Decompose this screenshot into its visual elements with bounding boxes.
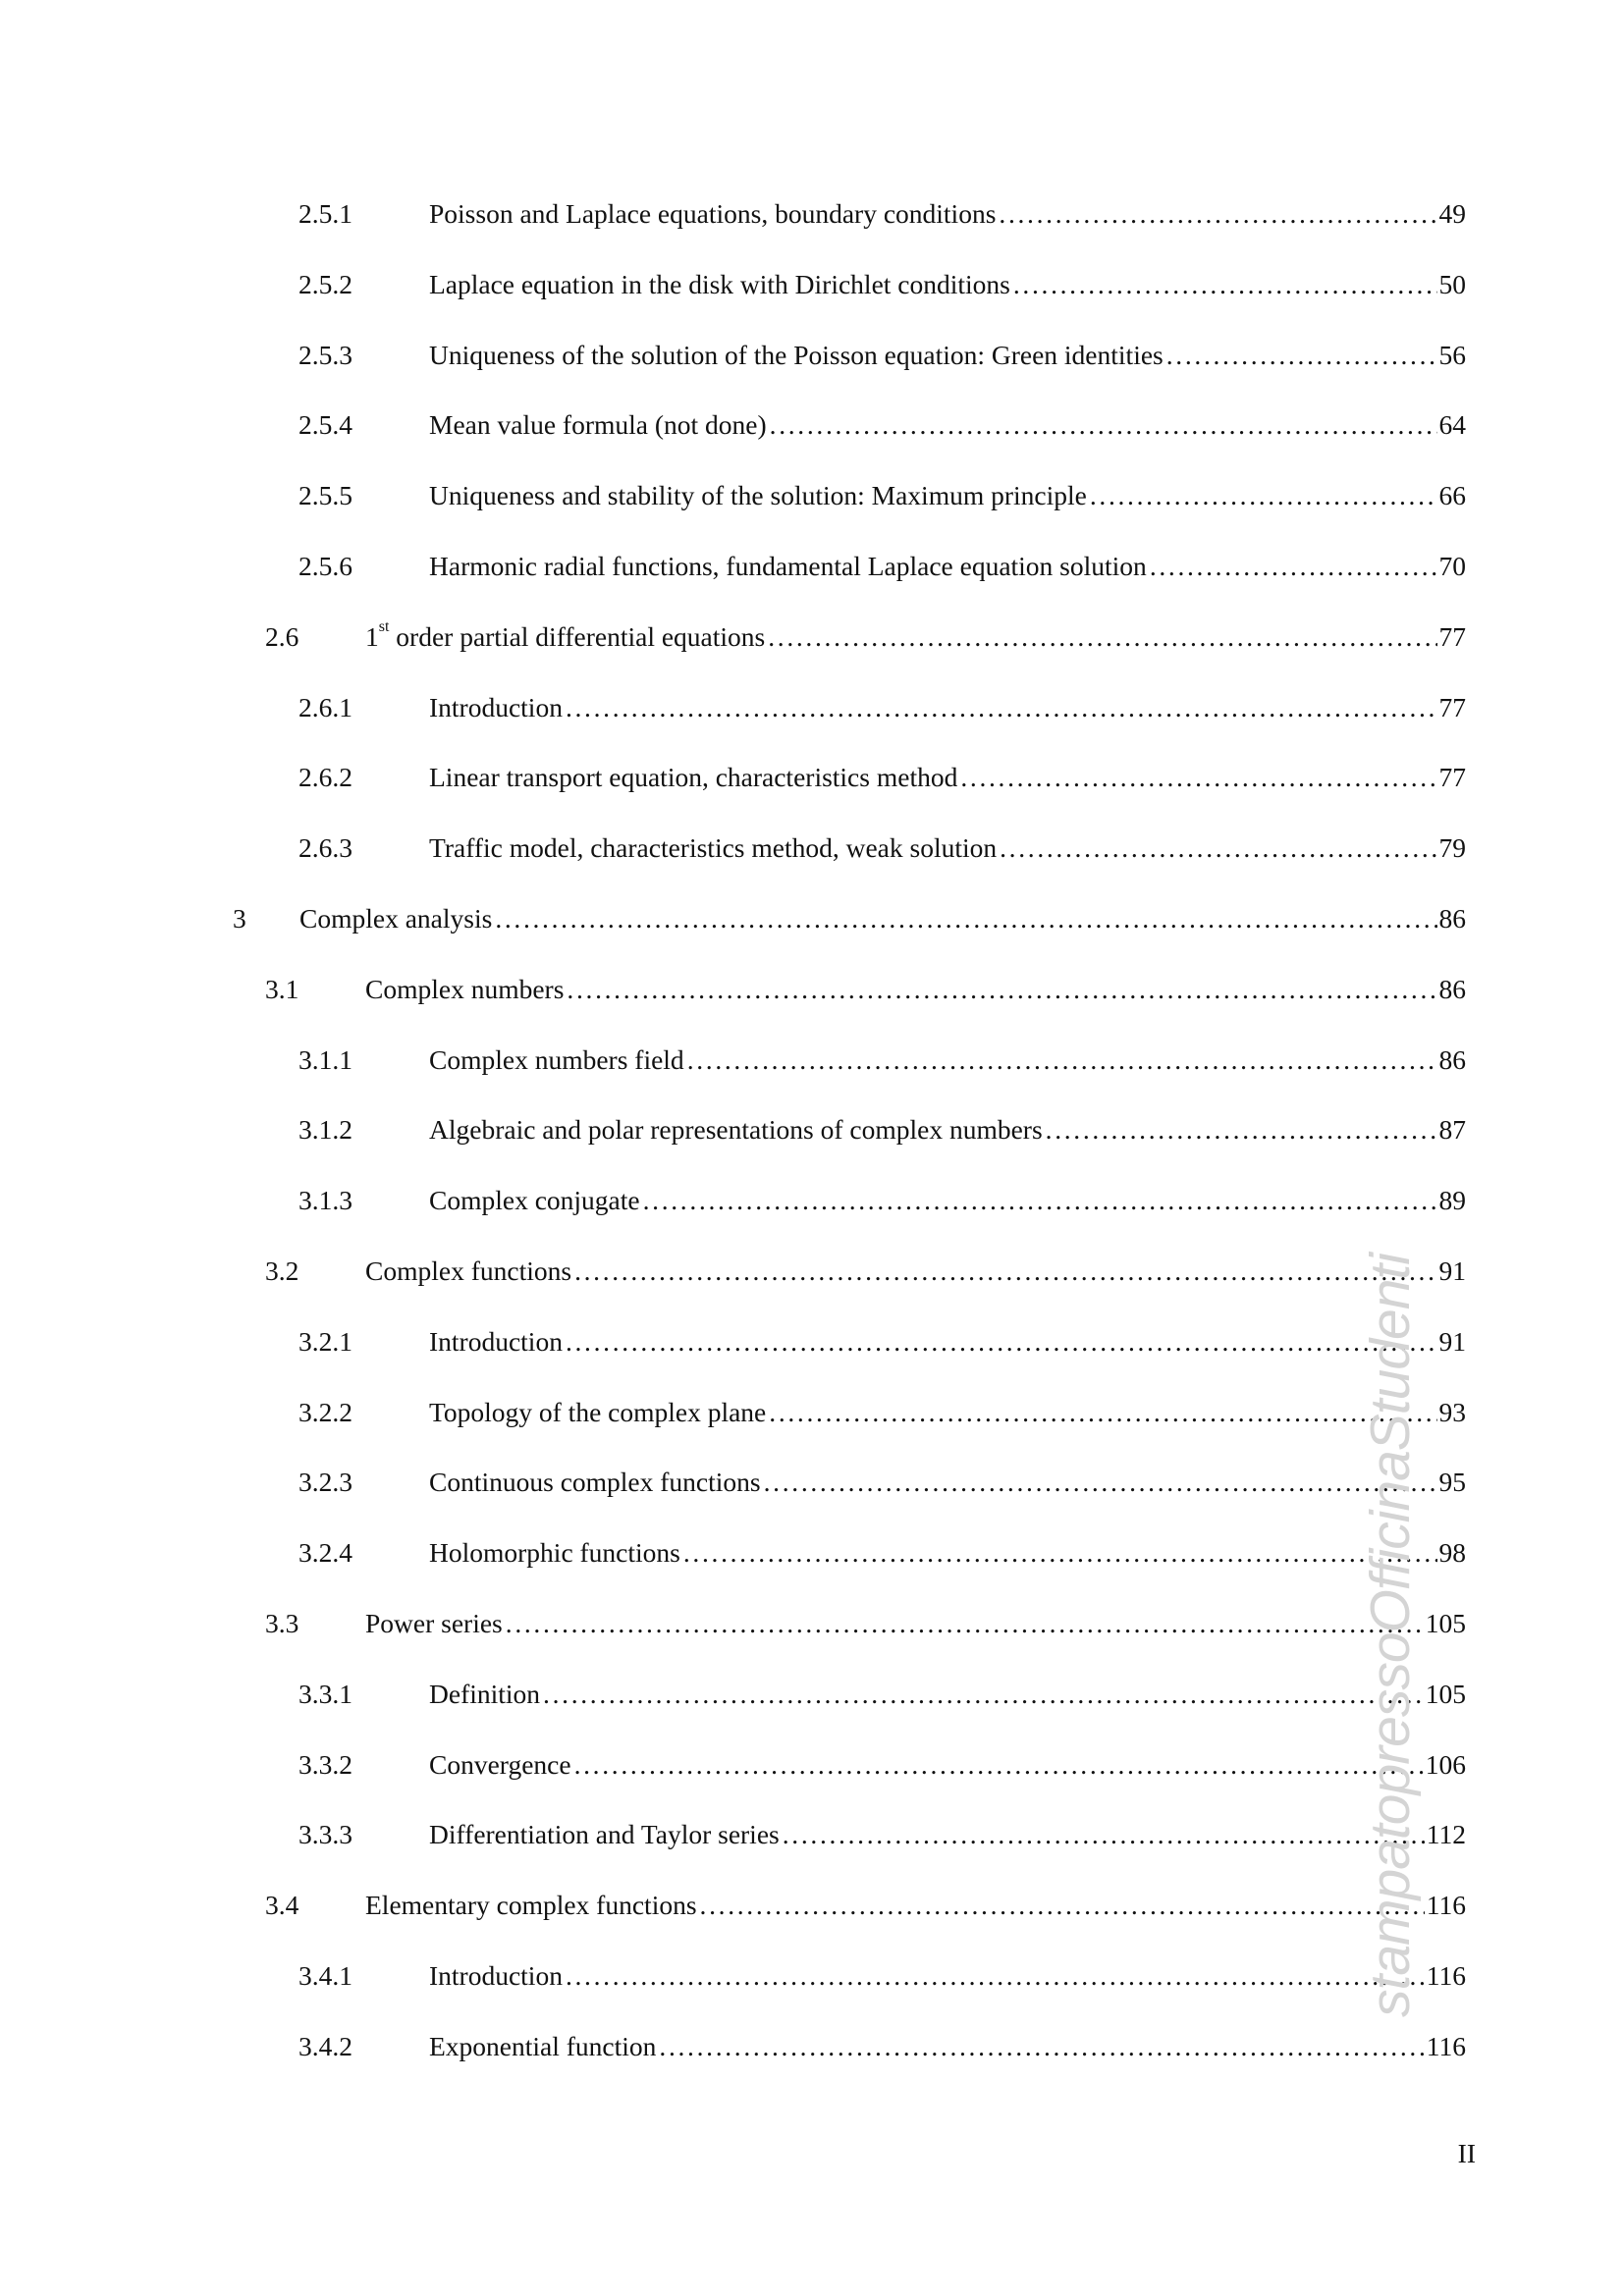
toc-title-text: Exponential function	[429, 2030, 657, 2061]
dot-leader	[567, 970, 1436, 1009]
toc-number: 3.3	[265, 1607, 299, 1638]
toc-page: 106	[1425, 1748, 1466, 1780]
toc-title	[429, 336, 1166, 375]
toc-entry-line	[429, 1041, 1466, 1080]
toc-title-text: Topology of the complex plane	[429, 1396, 767, 1427]
toc-entry-line	[429, 758, 1466, 797]
toc-page: 112	[1426, 1819, 1466, 1850]
toc-number: 3.2.4	[298, 1537, 352, 1569]
toc-entry-line	[365, 970, 1466, 1009]
toc-entry-line	[365, 1886, 1466, 1925]
toc-number: 3.4	[265, 1890, 299, 1921]
toc-entry[interactable]	[0, 405, 1624, 476]
toc-page: 91	[1438, 1255, 1466, 1286]
toc-number: 3.4.1	[298, 1959, 352, 1991]
toc-title	[299, 899, 495, 938]
toc-page: 116	[1426, 1959, 1466, 1991]
toc-title	[429, 688, 566, 727]
toc-entry-line	[429, 1533, 1466, 1573]
dot-leader	[1046, 1110, 1437, 1149]
toc-page: 86	[1438, 973, 1466, 1004]
dot-leader	[506, 1604, 1424, 1643]
toc-title-text: Holomorphic functions	[429, 1537, 680, 1569]
toc-page: 56	[1438, 339, 1466, 370]
toc-title-text: Laplace equation in the disk with Dirichlet conditions	[429, 268, 1010, 299]
toc-title-superscript: st	[378, 617, 390, 635]
toc-page: 87	[1438, 1114, 1466, 1146]
toc-title	[429, 828, 1000, 868]
toc-title	[429, 476, 1090, 515]
dot-leader	[543, 1675, 1424, 1714]
toc-entry[interactable]	[0, 617, 1624, 688]
toc-title-text: Mean value formula (not done)	[429, 409, 767, 441]
dot-leader	[1000, 828, 1436, 868]
toc-title	[429, 1956, 566, 1996]
toc-entry-line	[429, 265, 1466, 304]
toc-title-text: Complex functions	[365, 1255, 572, 1286]
toc-title	[429, 1393, 769, 1432]
dot-leader	[687, 1041, 1437, 1080]
toc-number: 2.5.5	[298, 480, 352, 511]
toc-number: 3.1	[265, 973, 299, 1004]
toc-entry-line	[365, 1252, 1466, 1291]
toc-number: 2.6.1	[298, 691, 352, 722]
toc-number: 3	[233, 902, 246, 934]
toc-title-text: Definition	[429, 1678, 541, 1709]
toc-page: 86	[1438, 1043, 1466, 1075]
toc-title	[429, 1110, 1046, 1149]
toc-page: 98	[1438, 1537, 1466, 1569]
toc-title-text: Elementary complex functions	[365, 1890, 697, 1921]
dot-leader	[770, 405, 1437, 445]
toc-title-text: Linear transport equation, characteristics method	[429, 762, 958, 793]
toc-entry-line	[429, 1815, 1466, 1854]
dot-leader	[999, 194, 1436, 234]
toc-entry[interactable]	[0, 688, 1624, 759]
dot-leader	[1150, 547, 1437, 586]
toc-title-text: Complex analysis	[299, 902, 493, 934]
toc-number: 3.1.3	[298, 1185, 352, 1216]
toc-entry-line	[429, 336, 1466, 375]
dot-leader	[764, 1463, 1437, 1502]
toc-number: 3.1.2	[298, 1114, 352, 1146]
toc-entry[interactable]	[0, 758, 1624, 828]
toc-page: 95	[1438, 1467, 1466, 1498]
toc-title-text: Introduction	[429, 1959, 563, 1991]
toc-page: 49	[1438, 198, 1466, 229]
toc-title	[365, 1604, 506, 1643]
toc-title-text: Complex numbers field	[429, 1043, 684, 1075]
toc-number: 2.5.2	[298, 268, 352, 299]
toc-title	[429, 1675, 543, 1714]
toc-title-text: Uniqueness and stability of the solution: Maximum principle	[429, 480, 1087, 511]
dot-leader	[1013, 265, 1437, 304]
toc-entry-line	[365, 617, 1466, 657]
toc-number: 3.2	[265, 1255, 299, 1286]
toc-page: 116	[1426, 1890, 1466, 1921]
dot-leader	[768, 617, 1436, 657]
toc-title	[429, 1815, 783, 1854]
toc-entry-line	[429, 476, 1466, 515]
dot-leader	[495, 899, 1436, 938]
toc-title	[429, 1322, 566, 1362]
toc-entry-line	[429, 1110, 1466, 1149]
page-number: II	[1457, 2138, 1476, 2168]
toc-entry[interactable]	[0, 1110, 1624, 1181]
toc-entry-line	[429, 1393, 1466, 1432]
dot-leader	[960, 758, 1436, 797]
toc-number: 3.3.2	[298, 1748, 352, 1780]
toc-entry-line	[365, 1604, 1466, 1643]
toc-title	[365, 1886, 700, 1925]
toc-entry[interactable]	[0, 336, 1624, 406]
toc-title-text: Differentiation and Taylor series	[429, 1819, 780, 1850]
dot-leader	[1166, 336, 1437, 375]
toc-title	[429, 547, 1150, 586]
toc-number: 2.6.2	[298, 762, 352, 793]
dot-leader	[574, 1745, 1424, 1785]
dot-leader	[659, 2027, 1424, 2066]
toc-entry[interactable]	[0, 899, 1624, 970]
toc-page: 70	[1438, 550, 1466, 581]
toc-title-text: Complex conjugate	[429, 1185, 640, 1216]
toc-page: 77	[1438, 762, 1466, 793]
toc-title-text: Harmonic radial functions, fundamental Laplace equation solution	[429, 550, 1147, 581]
toc-title	[429, 2027, 659, 2066]
toc-title	[365, 617, 768, 657]
toc-page: 105	[1425, 1607, 1466, 1638]
toc-title-text: Algebraic and polar representations of complex numbers	[429, 1114, 1043, 1146]
toc-title-text: Continuous complex functions	[429, 1467, 761, 1498]
toc-entry-line	[429, 2027, 1466, 2066]
toc-title-prefix: 1	[365, 620, 379, 652]
watermark: stampatopressoOfficinaStudenti	[1359, 1254, 1422, 2017]
toc-entry-line	[429, 1956, 1466, 1996]
toc-page: 93	[1438, 1396, 1466, 1427]
toc-number: 3.3.3	[298, 1819, 352, 1850]
toc-number: 2.6.3	[298, 832, 352, 864]
dot-leader	[1090, 476, 1437, 515]
dot-leader	[574, 1252, 1436, 1291]
toc-entry-line	[429, 405, 1466, 445]
toc-title	[429, 1745, 574, 1785]
toc-entry-line	[429, 1463, 1466, 1502]
toc-page: 79	[1438, 832, 1466, 864]
toc-entry[interactable]	[0, 2027, 1624, 2098]
toc-number: 3.2.3	[298, 1467, 352, 1498]
toc-number: 3.1.1	[298, 1043, 352, 1075]
dot-leader	[683, 1533, 1437, 1573]
toc-title	[365, 970, 567, 1009]
toc-entry[interactable]	[0, 828, 1624, 899]
toc-entry-line	[429, 547, 1466, 586]
toc-title	[429, 758, 960, 797]
toc-number: 2.6	[265, 620, 299, 652]
toc-page: 89	[1438, 1185, 1466, 1216]
toc-entry-line	[429, 688, 1466, 727]
toc-page: 116	[1426, 2030, 1466, 2061]
toc-page: 66	[1438, 480, 1466, 511]
toc-entry[interactable]	[0, 265, 1624, 336]
toc-page: 77	[1438, 620, 1466, 652]
toc-number: 3.2.2	[298, 1396, 352, 1427]
toc-title	[429, 1181, 643, 1220]
toc-title-text: Traffic model, characteristics method, weak solution	[429, 832, 998, 864]
dot-leader	[783, 1815, 1425, 1854]
toc-number: 3.2.1	[298, 1325, 352, 1357]
toc-entry-line	[429, 194, 1466, 234]
toc-page: 91	[1438, 1325, 1466, 1357]
toc-entry[interactable]	[0, 1181, 1624, 1252]
toc-title-text: Introduction	[429, 1325, 563, 1357]
toc-title-text: Introduction	[429, 691, 563, 722]
toc-entry-line	[429, 828, 1466, 868]
toc-title	[429, 1533, 683, 1573]
toc-entry-line	[299, 899, 1466, 938]
dot-leader	[643, 1181, 1437, 1220]
toc-title-text: Uniqueness of the solution of the Poisson equation: Green identities	[429, 339, 1164, 370]
toc-entry-line	[429, 1675, 1466, 1714]
toc-entry[interactable]	[0, 194, 1624, 265]
toc-entry[interactable]	[0, 547, 1624, 617]
dot-leader	[769, 1393, 1436, 1432]
toc-title	[429, 265, 1013, 304]
toc-number: 2.5.3	[298, 339, 352, 370]
toc-number: 2.5.1	[298, 198, 352, 229]
toc-title-text: Convergence	[429, 1748, 571, 1780]
toc-title	[365, 1252, 574, 1291]
toc-title	[429, 405, 770, 445]
toc-page: 64	[1438, 409, 1466, 441]
toc-title	[429, 1463, 764, 1502]
toc-title-text: Power series	[365, 1607, 503, 1638]
toc-entry-line	[429, 1745, 1466, 1785]
toc-title	[429, 1041, 687, 1080]
toc-entry[interactable]	[0, 1041, 1624, 1111]
toc-entry-line	[429, 1181, 1466, 1220]
toc-entry[interactable]	[0, 476, 1624, 547]
toc-number: 2.5.4	[298, 409, 352, 441]
toc-page: 50	[1438, 268, 1466, 299]
toc-title-text: Poisson and Laplace equations, boundary conditions	[429, 198, 997, 229]
dot-leader	[566, 1322, 1437, 1362]
toc-page: 77	[1438, 691, 1466, 722]
toc-number: 2.5.6	[298, 550, 352, 581]
toc-entry[interactable]	[0, 970, 1624, 1041]
toc-page: 105	[1425, 1678, 1466, 1709]
toc-number: 3.4.2	[298, 2030, 352, 2061]
toc-entry-line	[429, 1322, 1466, 1362]
dot-leader	[700, 1886, 1425, 1925]
toc-title	[429, 194, 999, 234]
toc-page: 86	[1438, 902, 1466, 934]
toc-number: 3.3.1	[298, 1678, 352, 1709]
toc-title-text: Complex numbers	[365, 973, 565, 1004]
dot-leader	[566, 688, 1437, 727]
toc-title-text: order partial differential equations	[389, 620, 766, 652]
dot-leader	[566, 1956, 1425, 1996]
